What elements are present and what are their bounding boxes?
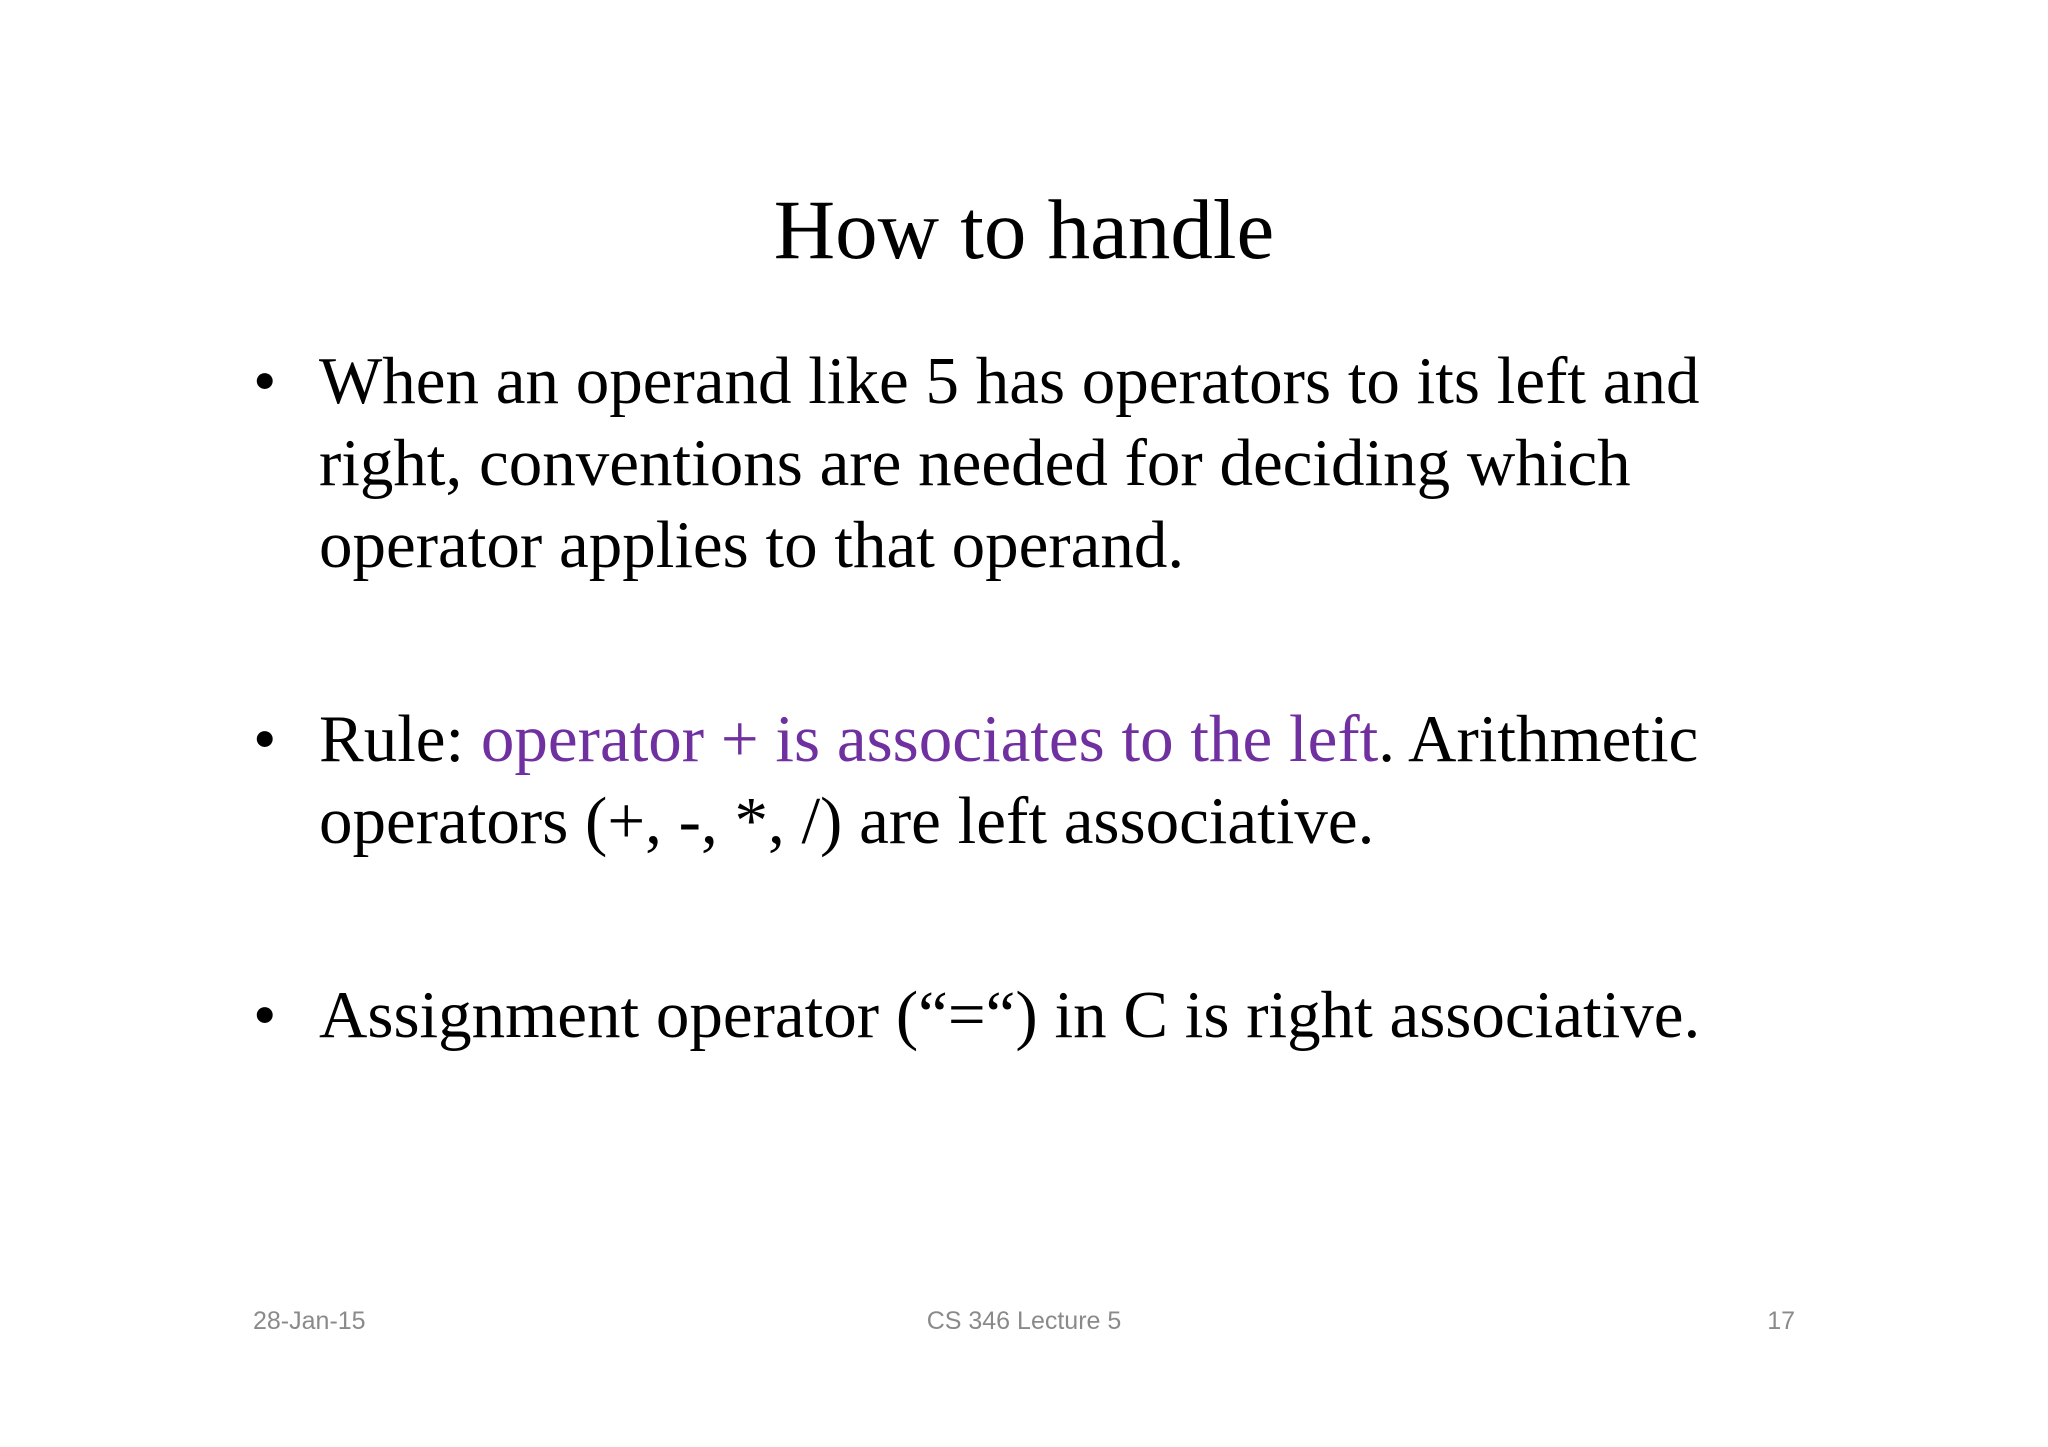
bullet-text-highlight: operator + is associates to the left — [480, 702, 1379, 776]
bullet-item — [253, 340, 1773, 586]
footer-course: CS 346 Lecture 5 — [926, 1307, 1122, 1335]
bullet-item — [253, 974, 1773, 1056]
bullet-icon: • — [253, 978, 277, 1052]
bullet-text: When an operand like 5 has operators to its left and right, conventions are needed for deciding which operator applies to that operand. — [319, 344, 1700, 582]
bullet-text: Assignment operator (“=“) in C is right associative. — [319, 978, 1701, 1052]
bullet-item — [253, 698, 1773, 862]
footer-date: 28-Jan-15 — [253, 1307, 366, 1335]
bullet-text-prefix: Rule: — [319, 702, 481, 776]
slide-title: How to handle — [773, 183, 1275, 277]
bullet-icon: • — [253, 702, 277, 776]
bullet-list — [253, 340, 1773, 1056]
page-number: 17 — [1767, 1307, 1795, 1335]
bullet-text-suffix: . Arithmetic operators (+, -, *, /) are left associative. — [319, 702, 1699, 858]
bullet-icon: • — [253, 344, 277, 418]
